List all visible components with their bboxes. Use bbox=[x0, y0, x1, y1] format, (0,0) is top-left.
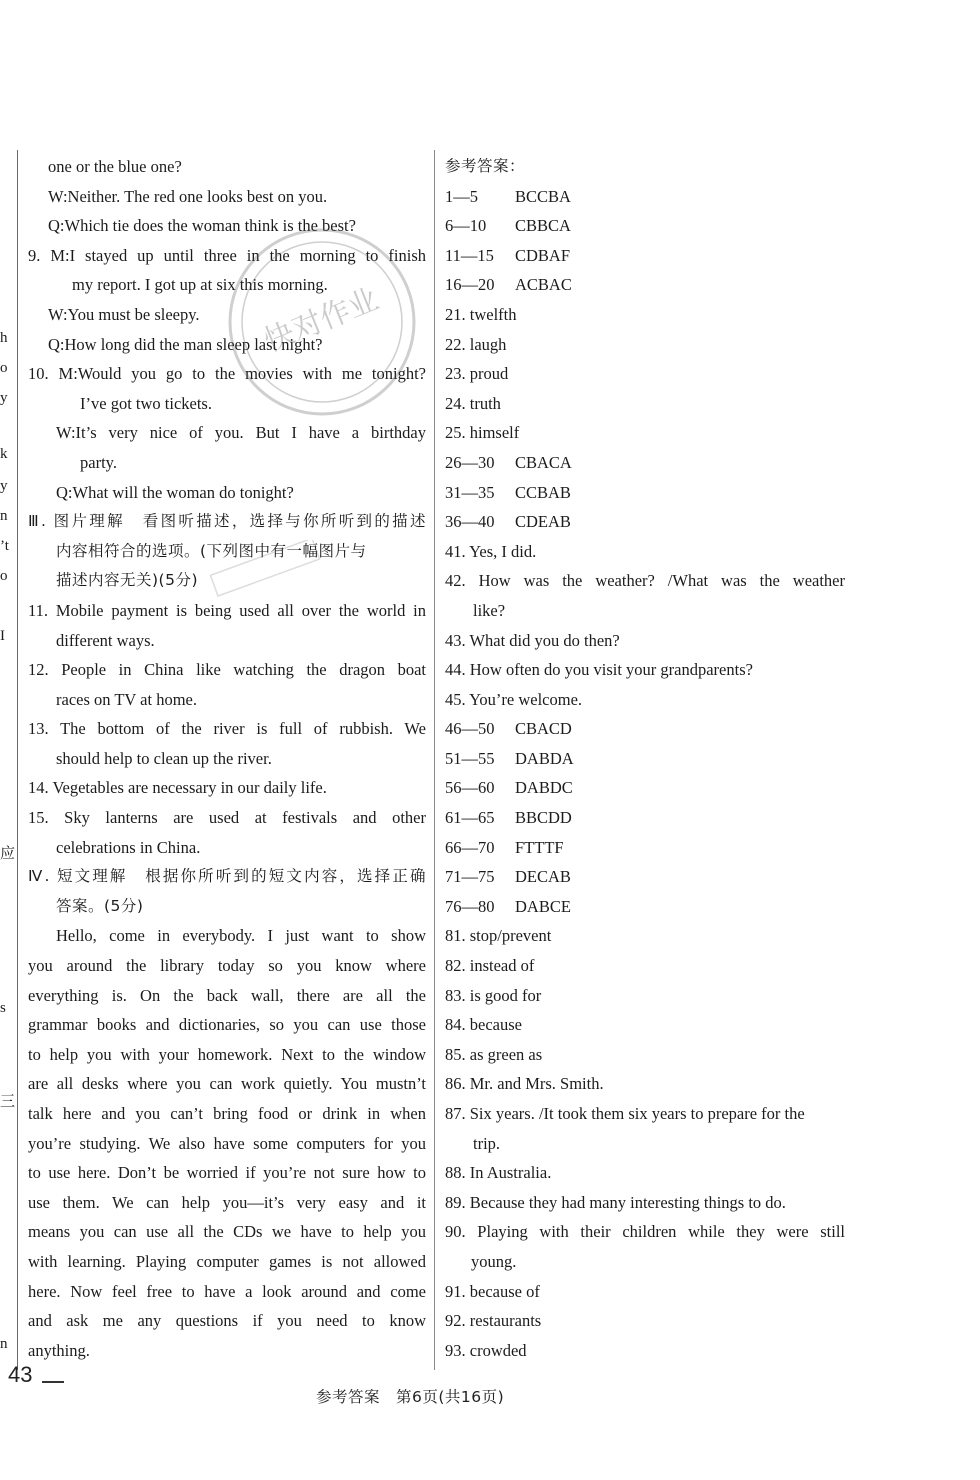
script-line: races on TV at home. bbox=[56, 689, 197, 709]
script-line: talk here and you can’t bring food or drink in when bbox=[28, 1104, 426, 1123]
answer-row: 25. himself bbox=[445, 423, 520, 443]
answer-range: 26—30 bbox=[445, 452, 495, 472]
answer-range: 31—35 bbox=[445, 482, 495, 502]
answer-range-row bbox=[445, 803, 845, 833]
answer-range: 76—80 bbox=[445, 896, 495, 916]
script-line: my report. I got up at six this morning. bbox=[72, 275, 328, 295]
edge-char: o bbox=[0, 360, 8, 376]
edge-char: 应 bbox=[0, 844, 16, 862]
script-line: 12. People in China like watching the dragon boat bbox=[28, 660, 426, 680]
answer-row: like? bbox=[473, 600, 506, 620]
answer-range-row bbox=[445, 241, 845, 271]
script-line: grammar books and dictionaries, so you can use those bbox=[28, 1015, 426, 1035]
answer-letters: CBBCA bbox=[515, 216, 571, 236]
edge-char: ’t bbox=[0, 538, 9, 554]
answer-range: 16—20 bbox=[445, 275, 495, 295]
answer-range: 71—75 bbox=[445, 867, 495, 887]
script-line: 14. Vegetables are necessary in our daily life. bbox=[28, 778, 327, 798]
edge-char: y bbox=[0, 478, 8, 494]
script-line: one or the blue one? bbox=[48, 157, 182, 176]
page-number-dash bbox=[42, 1381, 64, 1383]
listening-script-column bbox=[28, 152, 426, 1365]
answer-range-row bbox=[445, 714, 845, 744]
script-line: W:You must be sleepy. bbox=[48, 304, 200, 324]
edge-char: n bbox=[0, 1336, 8, 1352]
script-line: 内容相符合的选项。(下列图中有一幅图片与 bbox=[56, 541, 367, 560]
script-line: are all desks where you can work quietly. You mustn’t bbox=[28, 1074, 426, 1094]
answer-letters: DABDA bbox=[515, 748, 574, 768]
script-line: means you can use all the CDs we have to help you bbox=[28, 1222, 426, 1242]
stamp-text: 快对作业 bbox=[259, 281, 384, 360]
answer-letters: BCCBA bbox=[515, 186, 571, 206]
answer-range-row bbox=[445, 270, 845, 300]
answer-range: 51—55 bbox=[445, 748, 495, 768]
script-line: W:Neither. The red one looks best on you. bbox=[48, 186, 328, 206]
answer-range: 1—5 bbox=[445, 186, 478, 206]
answer-letters: CDEAB bbox=[515, 512, 571, 532]
script-line: Q:What will the woman do tonight? bbox=[56, 482, 294, 502]
answer-row: 43. What did you do then? bbox=[445, 630, 620, 650]
answer-letters: DABDC bbox=[515, 778, 573, 798]
script-line: to use here. Don’t be worried if you’re not sure how to bbox=[28, 1163, 426, 1183]
edge-char: y bbox=[0, 390, 8, 406]
script-line: 描述内容无关)(5分) bbox=[56, 571, 199, 590]
answer-row: trip. bbox=[473, 1133, 501, 1153]
answer-range: 36—40 bbox=[445, 512, 495, 532]
answer-key-heading: 参考答案： bbox=[445, 157, 526, 175]
left-margin-line bbox=[17, 150, 18, 1370]
edge-char: 三 bbox=[0, 1092, 16, 1110]
edge-char: o bbox=[0, 568, 8, 584]
answer-row: 88. In Australia. bbox=[445, 1163, 552, 1183]
footer-caption: 参考答案 第6页(共16页) bbox=[316, 1388, 505, 1406]
answer-row: 91. because of bbox=[445, 1281, 540, 1301]
answer-range-row bbox=[445, 773, 845, 803]
answer-row: 22. laugh bbox=[445, 334, 507, 354]
script-line: everything is. On the back wall, there are all the bbox=[28, 985, 426, 1005]
script-line: celebrations in China. bbox=[56, 837, 201, 857]
answer-row: 82. instead of bbox=[445, 956, 535, 976]
column-divider bbox=[434, 150, 435, 1370]
page-number: 43 bbox=[8, 1362, 33, 1387]
script-line: you around the library today so you know where bbox=[28, 956, 426, 976]
answer-row: 90. Playing with their children while they were still bbox=[445, 1222, 845, 1242]
script-line: 10. M:Would you go to the movies with me tonight? bbox=[28, 364, 426, 384]
edge-char: I bbox=[0, 628, 5, 644]
edge-char: s bbox=[0, 1000, 6, 1016]
script-line: Q:Which tie does the woman think is the best? bbox=[48, 216, 356, 236]
script-line: anything. bbox=[28, 1340, 90, 1360]
answer-row: 84. because bbox=[445, 1015, 522, 1035]
answer-range-row bbox=[445, 182, 845, 212]
answer-row: 41. Yes, I did. bbox=[445, 541, 537, 561]
edge-char: k bbox=[0, 446, 8, 462]
answer-range-row bbox=[445, 744, 845, 774]
answer-row: 21. twelfth bbox=[445, 304, 517, 324]
answer-row: 93. crowded bbox=[445, 1340, 527, 1360]
answer-letters: DECAB bbox=[515, 867, 571, 887]
answer-range-row bbox=[445, 478, 845, 508]
script-line: to help you with your homework. Next to the window bbox=[28, 1044, 426, 1064]
answer-row: 45. You’re welcome. bbox=[445, 689, 583, 709]
script-line: and ask me any questions if you need to know bbox=[28, 1311, 426, 1331]
answer-letters: ACBAC bbox=[515, 275, 572, 295]
answer-row: 83. is good for bbox=[445, 985, 542, 1005]
answer-row: 23. proud bbox=[445, 364, 509, 384]
answer-row: 86. Mr. and Mrs. Smith. bbox=[445, 1074, 604, 1094]
answer-range: 46—50 bbox=[445, 719, 495, 739]
script-line: W:It’s very nice of you. But I have a birthday bbox=[56, 423, 426, 443]
answer-range: 66—70 bbox=[445, 837, 495, 857]
answer-range-row bbox=[445, 892, 845, 922]
answer-letters: CBACD bbox=[515, 719, 572, 739]
answer-letters: FTTTF bbox=[515, 837, 564, 857]
script-line: party. bbox=[80, 452, 117, 472]
script-line: I’ve got two tickets. bbox=[80, 393, 212, 413]
answer-range-row bbox=[445, 448, 845, 478]
script-line: Hello, come in everybody. I just want to show bbox=[56, 926, 426, 946]
answer-range-row bbox=[445, 507, 845, 537]
answer-row: 89. Because they had many interesting things to do. bbox=[445, 1192, 786, 1212]
answer-letters: CDBAF bbox=[515, 245, 571, 265]
answer-row: 85. as green as bbox=[445, 1044, 543, 1064]
script-line: Ⅲ. 图片理解 看图听描述，选择与你所听到的描述 bbox=[28, 512, 426, 531]
answer-key-column bbox=[445, 152, 845, 1365]
answer-range: 6—10 bbox=[445, 216, 487, 236]
answer-row: 42. How was the weather? /What was the weather bbox=[445, 571, 845, 591]
script-line: should help to clean up the river. bbox=[56, 748, 272, 768]
script-line: here. Now feel free to have a look around and come bbox=[28, 1281, 426, 1301]
script-line: you’re studying. We also have some computers for you bbox=[28, 1133, 426, 1153]
script-line: 9. M:I stayed up until three in the morning to finish bbox=[28, 245, 426, 265]
script-line: different ways. bbox=[56, 630, 155, 650]
answer-row: 87. Six years. /It took them six years to prepare for the bbox=[445, 1104, 805, 1123]
answer-range: 61—65 bbox=[445, 808, 495, 828]
answer-range-row bbox=[445, 862, 845, 892]
answer-range-row bbox=[445, 211, 845, 241]
answer-letters: BBCDD bbox=[515, 808, 572, 828]
script-line: 答案。(5分) bbox=[56, 896, 144, 915]
answer-range: 11—15 bbox=[445, 245, 494, 265]
script-line: 13. The bottom of the river is full of rubbish. We bbox=[28, 719, 426, 739]
answer-letters: CBACA bbox=[515, 452, 572, 472]
answer-row: 92. restaurants bbox=[445, 1311, 542, 1331]
answer-letters: DABCE bbox=[515, 896, 571, 916]
answer-range-row bbox=[445, 833, 845, 863]
answer-letters: CCBAB bbox=[515, 482, 571, 502]
answer-row: 81. stop/prevent bbox=[445, 926, 552, 946]
script-line: Ⅳ. 短文理解 根据你所听到的短文内容，选择正确 bbox=[28, 867, 426, 886]
answer-row: young. bbox=[471, 1251, 517, 1271]
script-line: 15. Sky lanterns are used at festivals and other bbox=[28, 808, 426, 828]
answer-range: 56—60 bbox=[445, 778, 495, 798]
script-line: with learning. Playing computer games is not allowed bbox=[28, 1251, 426, 1271]
script-line: 11. Mobile payment is being used all over the world in bbox=[28, 600, 426, 620]
edge-char: h bbox=[0, 330, 8, 346]
edge-char: n bbox=[0, 508, 8, 524]
answer-row: 24. truth bbox=[445, 393, 501, 413]
answer-row: 44. How often do you visit your grandparents? bbox=[445, 660, 753, 680]
script-line: use them. We can help you—it’s very easy and it bbox=[28, 1192, 426, 1212]
script-line: Q:How long did the man sleep last night? bbox=[48, 334, 323, 354]
